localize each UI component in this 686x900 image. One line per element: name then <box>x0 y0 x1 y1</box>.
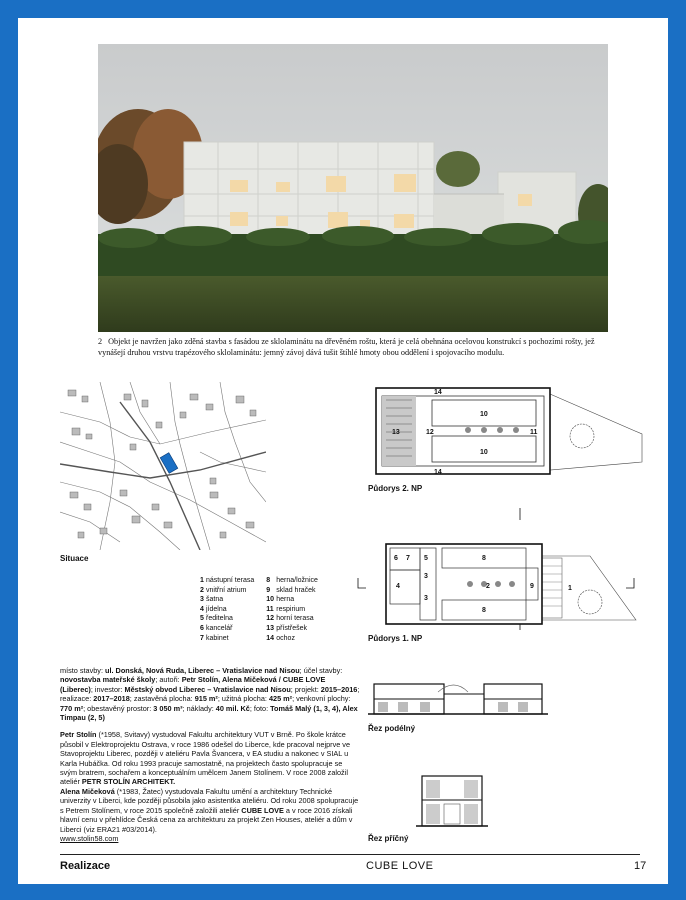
page-number: 17 <box>634 860 647 872</box>
cross-section <box>416 772 488 830</box>
legend-item: 4 jídelna <box>200 605 227 613</box>
svg-text:9: 9 <box>530 583 534 590</box>
bio-micekova: Alena Mičeková (*1983, Žatec) vystudovala Fakultu umění a architektury Technické univerzity v Liberci, kde později působila jako asistentka ateliéru. Od roku 2008 spolupracuje s Petrem Stolínem, v roce 2015 společně založili ateliér CUBE LOVE a v roce 2016 získali hlavní cenu v přehlídce Česká cena za architekturu za projekt Zen Houses, ateliér a dům v Liberci (viz ERA21 #03/2014). <box>60 786 359 834</box>
legend-column-2 <box>266 576 318 643</box>
caption-number: 2 <box>98 337 103 346</box>
building-photo <box>98 44 608 332</box>
legend-item: 8 herna/ložnice <box>266 577 318 584</box>
room-legend <box>200 576 318 643</box>
svg-text:10: 10 <box>480 449 488 456</box>
website-link[interactable]: www.stolin58.com <box>60 833 119 843</box>
legend-item: 13 přístřešek <box>266 624 307 632</box>
project-info <box>60 666 360 851</box>
situation-label: Situace <box>60 554 89 563</box>
floor-plan-1np <box>346 508 646 630</box>
floor-plan-2np-label: Půdorys 2. NP <box>368 484 423 493</box>
longitudinal-section-label: Řez podélný <box>368 724 416 733</box>
footer-divider <box>60 854 640 855</box>
svg-text:1: 1 <box>568 585 572 592</box>
legend-item: 10 herna <box>266 596 295 604</box>
svg-text:5: 5 <box>424 555 428 562</box>
svg-text:8: 8 <box>482 607 486 614</box>
legend-item: 3 šatna <box>200 596 224 604</box>
legend-item: 11 respirium <box>266 605 306 613</box>
floor-plan-1np-label: Půdorys 1. NP <box>368 634 423 643</box>
longitudinal-section <box>368 670 548 720</box>
situation-map <box>60 382 266 550</box>
svg-text:14: 14 <box>434 469 442 476</box>
svg-text:3: 3 <box>424 573 428 580</box>
legend-column-1 <box>200 576 254 643</box>
bio-stolin: Petr Stolín (*1958, Svitavy) vystudoval Fakultu architektury VUT v Brně. Po škole krátce působil v Elektroprojektu Ostrava, v roce 1986 odešel do Liberce, kde pracoval nejprve ve Stavoprojektu Liberec, později v ateliéru Pavla Švancera, v EA studiu a nakonec v SIAL u Karla Hubáčka. Od roku 1993 pracuje samostatně, na projektech často spolupracuje se svým bratrem, sochařem a konceptuálním umělcem Janem Stolínem. V roce 2008 založil ateliér PETR STOLÍN ARCHITEKT. <box>60 730 351 787</box>
svg-text:7: 7 <box>406 555 410 562</box>
svg-text:8: 8 <box>482 555 486 562</box>
footer-project: CUBE LOVE <box>366 860 434 872</box>
svg-text:3: 3 <box>424 595 428 602</box>
magazine-page <box>18 18 668 884</box>
legend-item: 7 kabinet <box>200 634 229 642</box>
floor-plan-2np <box>372 384 652 480</box>
svg-text:12: 12 <box>426 429 434 436</box>
project-facts: místo stavby: ul. Donská, Nová Ruda, Liberec – Vratislavice nad Nisou; účel stavby: novostavba mateřské školy; autoři: Petr Stolín, Alena Mičeková / CUBE LOVE (Liberec); investor: Městský obvod Liberec – Vratislavice nad Nisou; projekt: 2015–2016; realizace: 2017–2018; zastavěná plocha: 915 m²; užitná plocha: 425 m²; venkovní plochy: 770 m²; obestavěný prostor: 3 050 m³; náklady: 40 mil. Kč; foto: Tomáš Malý (1, 3, 4), Alex Timpau (2, 5) <box>60 666 360 723</box>
svg-text:14: 14 <box>434 389 442 396</box>
caption-text: Objekt je navržen jako zděná stavba s fasádou ze sklolaminátu na dřevěném roštu, která je celá obehnána ocelovou konstrukcí s pochozími rošty, jež vynášejí druhou vrstvu trapézového sklolaminátu: jemný závoj dává tušit štíhlé hmoty obou oddělení i spojovacího modulu. <box>98 337 595 357</box>
legend-item: 9 sklad hraček <box>266 586 316 594</box>
svg-text:13: 13 <box>392 429 400 436</box>
svg-text:11: 11 <box>530 429 538 436</box>
cross-section-label: Řez příčný <box>368 834 409 843</box>
photo-caption <box>98 336 613 358</box>
svg-text:4: 4 <box>396 583 400 590</box>
svg-text:2: 2 <box>486 583 490 590</box>
svg-text:6: 6 <box>394 555 398 562</box>
legend-item: 12 horní terasa <box>266 615 314 623</box>
legend-item: 2 vnitřní atrium <box>200 586 247 594</box>
legend-item: 5 ředitelna <box>200 615 233 623</box>
legend-item: 14 ochoz <box>266 634 295 642</box>
legend-item: 6 kancelář <box>200 624 233 632</box>
footer-section: Realizace <box>60 860 111 872</box>
legend-item: 1 nástupní terasa <box>200 577 255 584</box>
svg-text:10: 10 <box>480 411 488 418</box>
